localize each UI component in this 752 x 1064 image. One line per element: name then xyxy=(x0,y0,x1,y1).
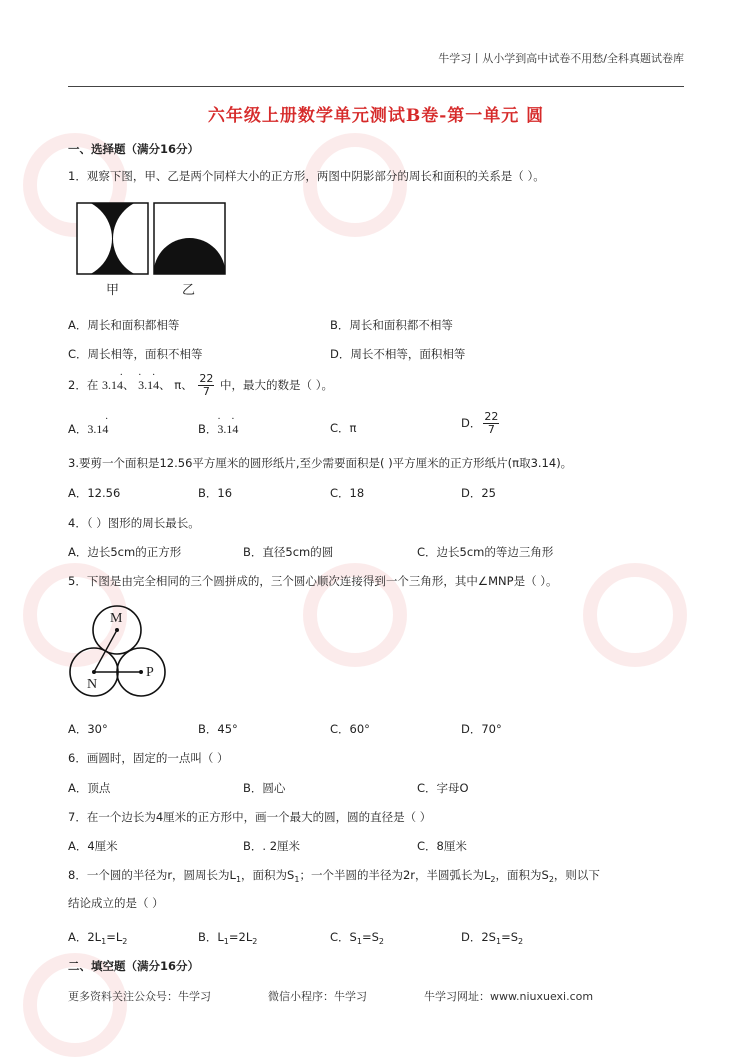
q2-option-d: D． $\frac{22}{7}$ xyxy=(461,410,499,436)
q4-option-b: B．直径5cm的圆 xyxy=(243,545,334,559)
q5-option-c: C．60° xyxy=(330,722,370,736)
q2-prefix: 2．在 xyxy=(68,378,99,392)
question-5: 5．下图是由完全相同的三个圆拼成的，三个圆心顺次连接得到一个三角形，其中∠MNP是（ ）。 xyxy=(68,574,558,588)
q2-value-1: · 3.14 xyxy=(101,370,123,392)
q2-option-a: A． · 3.14 xyxy=(68,414,109,436)
q2-sep: 、 xyxy=(181,378,193,392)
watermark-logo xyxy=(580,560,690,670)
q6-option-a: A．顶点 xyxy=(68,781,111,795)
q7-option-c: C．8厘米 xyxy=(417,839,467,853)
q2-sep: 、 xyxy=(159,378,171,392)
q7-option-a: A．4厘米 xyxy=(68,839,118,853)
question-1: 1．观察下图，甲、乙是两个同样大小的正方形，两图中阴影部分的周长和面积的关系是（ ）。 xyxy=(68,169,545,183)
point-n-label: N xyxy=(87,677,98,692)
figure-label-yi: 乙 xyxy=(182,283,196,298)
q1-option-c: C．周长相等，面积不相等 xyxy=(68,347,203,361)
q2-pi: π xyxy=(174,378,182,392)
q8-option-d: D．$2S_1=S_2$ xyxy=(461,930,524,946)
q4-option-a: A．边长5cm的正方形 xyxy=(68,545,182,559)
q1-option-a: A．周长和面积都相等 xyxy=(68,318,180,332)
q3-option-a: A．12.56 xyxy=(68,486,121,500)
section-fill-heading: 二、填空题（满分16分） xyxy=(68,959,200,973)
question-2 xyxy=(68,372,333,398)
q2-option-b: B． · · 3.14 xyxy=(198,414,239,436)
q2-fraction: $\frac{22}{7}$ xyxy=(199,372,214,398)
figure-label-jia: 甲 xyxy=(106,283,120,298)
q2-sep: 、 xyxy=(122,378,135,392)
footer-wechat-account: 更多资料关注公众号：牛学习 xyxy=(68,990,211,1003)
q1-option-b: B．周长和面积都不相等 xyxy=(330,318,453,332)
question-1-figure xyxy=(76,202,230,282)
footer-website[interactable]: 牛学习网址：www.niuxuexi.com xyxy=(424,990,594,1003)
point-m-label: M xyxy=(110,611,123,626)
watermark-logo xyxy=(300,130,410,240)
q2-value-2: · · 3.14 xyxy=(138,370,160,392)
question-6: 6．画圆时，固定的一点叫（ ） xyxy=(68,751,229,765)
q7-option-b: B．. 2厘米 xyxy=(243,839,301,853)
question-4: 4．（ ）图形的周长最长。 xyxy=(68,516,200,530)
point-p-label: P xyxy=(146,665,154,680)
q6-option-c: C．字母O xyxy=(417,781,469,795)
page-title: 六年级上册数学单元测试B卷-第一单元 圆 xyxy=(207,106,545,126)
q6-option-b: B．圆心 xyxy=(243,781,286,795)
q1-option-d: D．周长不相等，面积相等 xyxy=(330,347,466,361)
question-8-line-1: 8．一个圆的半径为r，圆周长为$L_1$，面积为$S_1$；一个半圆的半径为2r，半圆弧长为$L_2$，面积为$S_2$，则以下 xyxy=(68,868,600,884)
q5-option-d: D．70° xyxy=(461,722,502,736)
question-8-line-2: 结论成立的是（ ） xyxy=(68,896,164,910)
q8-option-c: C．$S_1=S_2$ xyxy=(330,930,384,946)
q2-option-c: C．π xyxy=(330,421,357,435)
section-choice-heading: 一、选择题（满分16分） xyxy=(68,142,200,156)
footer-mini-program: 微信小程序：牛学习 xyxy=(268,990,367,1003)
q3-option-c: C．18 xyxy=(330,486,365,500)
q5-option-a: A．30° xyxy=(68,722,108,736)
header-rule xyxy=(68,86,684,87)
question-7: 7．在一个边长为4厘米的正方形中，画一个最大的圆，圆的直径是（ ） xyxy=(68,810,432,824)
q8-option-b: B．$L_1=2L_2$ xyxy=(198,930,258,946)
q8-option-a: A．$2L_1=L_2$ xyxy=(68,930,128,946)
q4-option-c: C．边长5cm的等边三角形 xyxy=(417,545,554,559)
page-header: 牛学习丨从小学到高中试卷不用愁/全科真题试卷库 xyxy=(438,52,684,65)
q5-option-b: B．45° xyxy=(198,722,238,736)
question-5-figure xyxy=(68,600,178,702)
q3-option-b: B．16 xyxy=(198,486,233,500)
q3-option-d: D．25 xyxy=(461,486,496,500)
question-3: 3.要剪一个面积是12.56平方厘米的圆形纸片,至少需要面积是( )平方厘米的正方形纸片(π取3.14)。 xyxy=(68,456,573,470)
q2-suffix: 中，最大的数是（ ）。 xyxy=(220,378,333,392)
